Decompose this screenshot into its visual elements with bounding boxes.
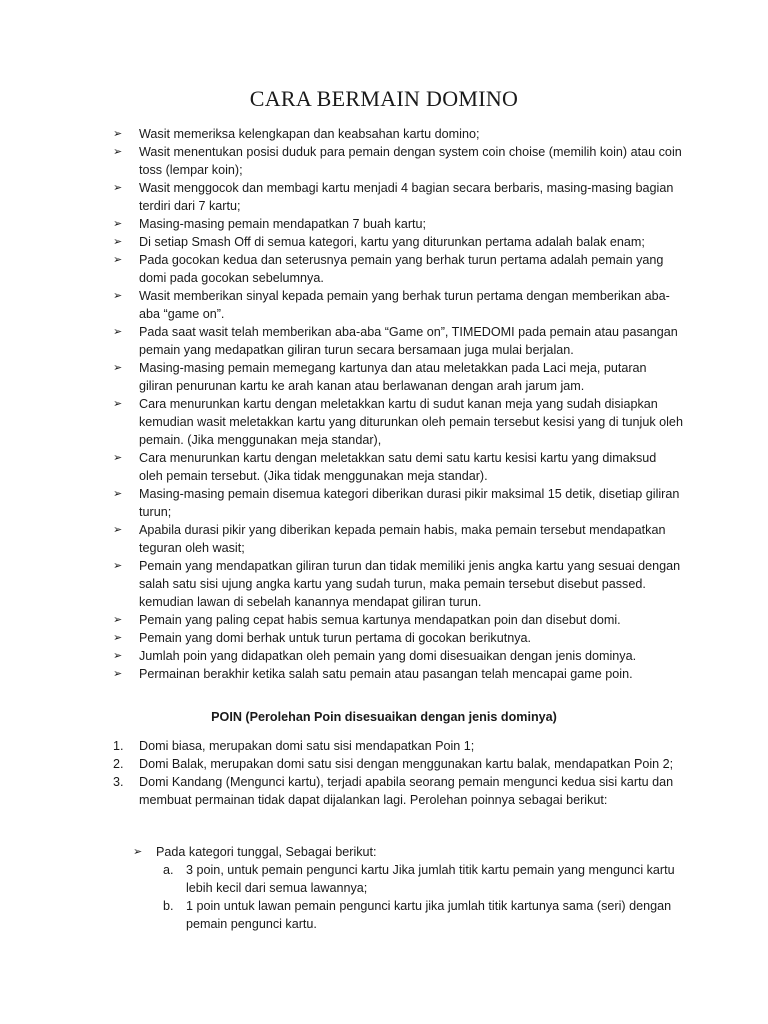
rule-text: Masing-masing pemain disemua kategori diberikan durasi pikir maksimal 15 detik, disetiap giliran turun; [139,487,680,519]
rule-text: Apabila durasi pikir yang diberikan kepada pemain habis, maka pemain tersebut mendapatkan teguran oleh wasit; [139,523,666,555]
item-number: 3. [113,775,124,789]
arrow-bullet-icon: ➢ [113,523,123,536]
arrow-bullet-icon: ➢ [113,451,123,464]
rules-list [113,125,683,683]
list-item [113,755,683,773]
list-item [113,485,683,521]
item-letter: b. [163,899,174,913]
rule-text: Wasit memeriksa kelengkapan dan keabsahan kartu domino; [139,127,480,141]
arrow-bullet-icon: ➢ [113,217,123,230]
rule-text: Pada gocokan kedua dan seterusnya pemain yang berhak turun pertama adalah pemain yang domi pada gocokan sebelumnya. [139,253,664,285]
arrow-bullet-icon: ➢ [113,649,123,662]
list-item [113,233,683,251]
list-item [113,629,683,647]
poin-text: Domi Kandang (Mengunci kartu), terjadi apabila seorang pemain mengunci kedua sisi kartu dan membuat permainan tidak dapat dijalankan lagi. Perolehan poinnya sebagai berikut: [139,775,674,807]
list-item [113,521,683,557]
list-item [113,737,683,755]
arrow-bullet-icon: ➢ [113,613,123,626]
arrow-bullet-icon: ➢ [113,289,123,302]
rule-text: Cara menurunkan kartu dengan meletakkan kartu di sudut kanan meja yang sudah disiapkan kemudian wasit meletakkan kartu yang diturunkan oleh pemain tersebut kesisi yang di tunjuk oleh pemain. (Jika menggunakan meja standar), [139,397,683,447]
rule-text: Masing-masing pemain mendapatkan 7 buah kartu; [139,217,427,231]
list-item [113,773,683,809]
category-list [133,843,683,933]
arrow-bullet-icon: ➢ [113,631,123,644]
list-item [133,843,683,933]
page-title: CARA BERMAIN DOMINO [249,86,519,111]
arrow-bullet-icon: ➢ [113,235,123,248]
arrow-bullet-icon: ➢ [133,845,143,858]
arrow-bullet-icon: ➢ [113,181,123,194]
arrow-bullet-icon: ➢ [113,361,123,374]
poin-text: Domi biasa, merupakan domi satu sisi mendapatkan Poin 1; [139,739,475,753]
arrow-bullet-icon: ➢ [113,253,123,266]
sub-item-text: 1 poin untuk lawan pemain pengunci kartu jika jumlah titik kartunya sama (seri) dengan pemain pengunci kartu. [186,899,672,931]
category-text: Pada kategori tunggal, Sebagai berikut: [156,845,377,859]
list-item [113,557,683,611]
arrow-bullet-icon: ➢ [113,145,123,158]
rule-text: Jumlah poin yang didapatkan oleh pemain yang domi disesuaikan dengan jenis dominya. [139,649,637,663]
arrow-bullet-icon: ➢ [113,397,123,410]
item-number: 1. [113,739,124,753]
list-item [163,861,683,897]
poin-text: Domi Balak, merupakan domi satu sisi dengan menggunakan kartu balak, mendapatkan Poin 2; [139,757,674,771]
list-item [113,359,683,395]
arrow-bullet-icon: ➢ [113,667,123,680]
rule-text: Wasit menentukan posisi duduk para pemain dengan system coin choise (memilih koin) atau coin toss (lempar koin); [139,145,682,177]
list-item [113,611,683,629]
list-item [113,647,683,665]
rule-text: Pada saat wasit telah memberikan aba-aba “Game on”, TIMEDOMI pada pemain atau pasangan pemain yang medapatkan giliran turun secara bersamaan juga mulai berjalan. [139,325,678,357]
arrow-bullet-icon: ➢ [113,559,123,572]
rule-text: Pemain yang paling cepat habis semua kartunya mendapatkan poin dan disebut domi. [139,613,621,627]
list-item [113,449,683,485]
rule-text: Wasit menggocok dan membagi kartu menjadi 4 bagian secara berbaris, masing-masing bagian terdiri dari 7 kartu; [139,181,674,213]
list-item [113,251,683,287]
rule-text: Cara menurunkan kartu dengan meletakkan satu demi satu kartu kesisi kartu yang dimaksud oleh pemain tersebut. (Jika tidak menggunakan meja standar). [139,451,657,483]
poin-list [113,737,683,809]
item-number: 2. [113,757,124,771]
poin-heading: POIN (Perolehan Poin disesuaikan dengan jenis dominya) [211,710,557,724]
item-letter: a. [163,863,174,877]
list-item [113,395,683,449]
arrow-bullet-icon: ➢ [113,127,123,140]
arrow-bullet-icon: ➢ [113,487,123,500]
rule-text: Di setiap Smash Off di semua kategori, kartu yang diturunkan pertama adalah balak enam; [139,235,645,249]
list-item [113,179,683,215]
rule-text: Masing-masing pemain memegang kartunya dan atau meletakkan pada Laci meja, putaran giliran penurunan kartu ke arah kanan atau berlawanan dengan arah jarum jam. [139,361,647,393]
list-item [163,897,683,933]
rule-text: Permainan berakhir ketika salah satu pemain atau pasangan telah mencapai game poin. [139,667,633,681]
arrow-bullet-icon: ➢ [113,325,123,338]
list-item [113,215,683,233]
lettered-list [163,861,683,933]
rule-text: Wasit memberikan sinyal kepada pemain yang berhak turun pertama dengan memberikan aba-aba “game on”. [139,289,670,321]
list-item [113,125,683,143]
list-item [113,143,683,179]
rule-text: Pemain yang mendapatkan giliran turun dan tidak memiliki jenis angka kartu yang sesuai dengan salah satu sisi ujung angka kartu yang sudah turun, maka pemain tersebut disebut passed. kemudian lawan di sebelah kanannya mendapat giliran turun. [139,559,681,609]
rule-text: Pemain yang domi berhak untuk turun pertama di gocokan berikutnya. [139,631,532,645]
list-item [113,323,683,359]
list-item [113,665,683,683]
list-item [113,287,683,323]
sub-item-text: 3 poin, untuk pemain pengunci kartu Jika jumlah titik kartu pemain yang mengunci kartu lebih kecil dari semua lawannya; [186,863,675,895]
